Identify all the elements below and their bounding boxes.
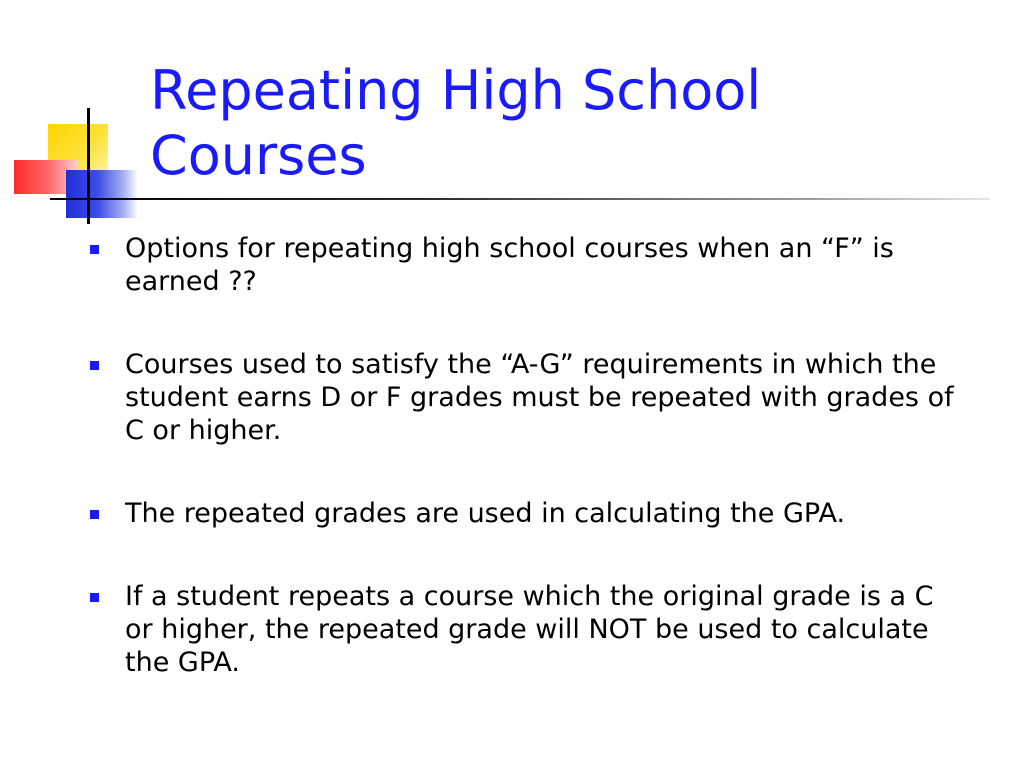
- slide-title: Repeating High School Courses: [150, 59, 762, 187]
- bullet-text: Options for repeating high school courses when an “F” is earned ??: [125, 233, 894, 297]
- blue-square-icon: [66, 170, 138, 218]
- square-bullet-icon: [90, 245, 99, 254]
- square-bullet-icon: [90, 510, 99, 519]
- vertical-rule: [87, 108, 90, 224]
- square-bullet-icon: [90, 361, 99, 370]
- list-item: [88, 497, 968, 530]
- list-item: [88, 580, 968, 679]
- bullet-list: [88, 232, 968, 679]
- list-item: [88, 232, 968, 298]
- bullet-text: If a student repeats a course which the original grade is a C or higher, the repeated grade will NOT be used to calculate the GPA.: [125, 581, 934, 678]
- title-underline-rule: [50, 198, 990, 200]
- square-bullet-icon: [90, 593, 99, 602]
- list-item: [88, 348, 968, 447]
- bullet-text: Courses used to satisfy the “A-G” requirements in which the student earns D or F grades must be repeated with grades of C or higher.: [125, 349, 954, 446]
- bullet-text: The repeated grades are used in calculating the GPA.: [125, 498, 846, 529]
